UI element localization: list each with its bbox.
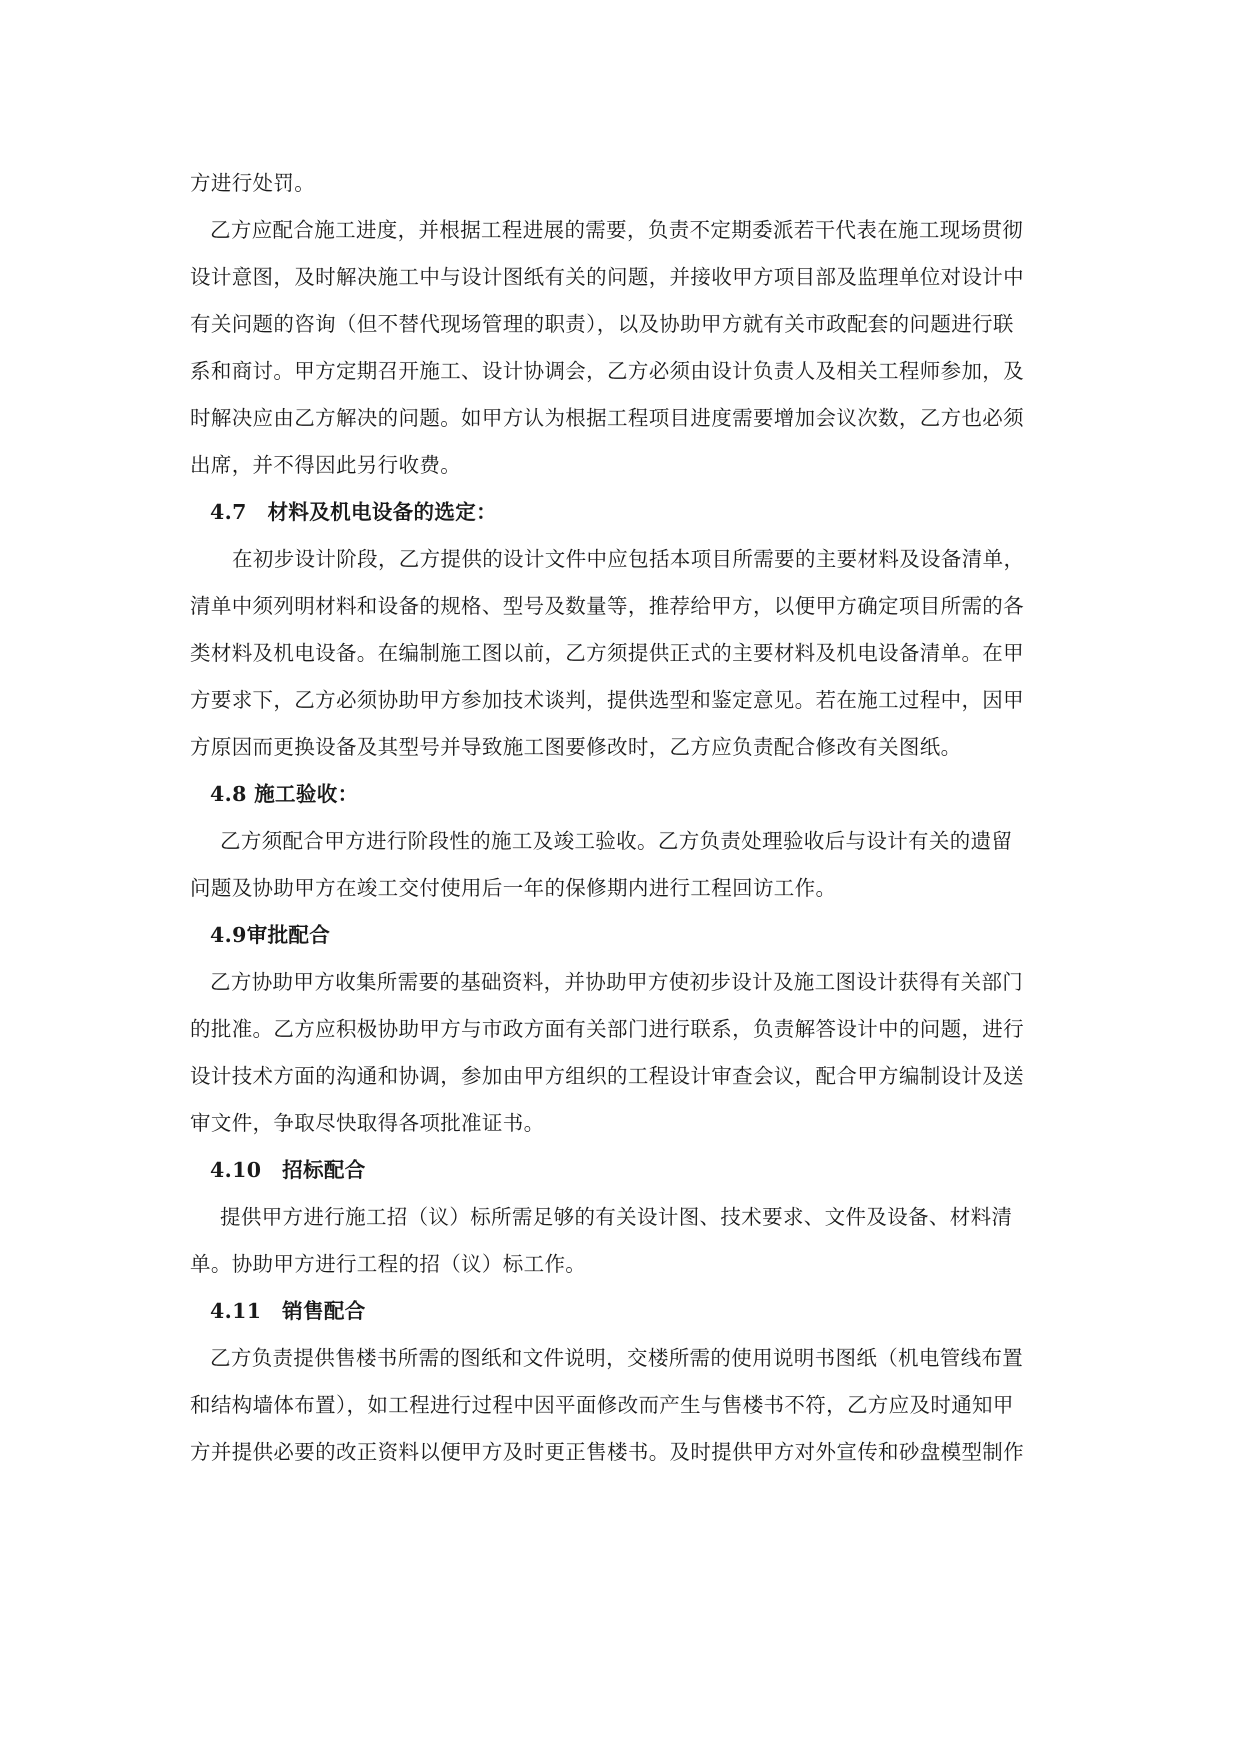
body-text-line: 方原因而更换设备及其型号并导致施工图要修改时，乙方应负责配合修改有关图纸。: [190, 735, 962, 759]
body-text-line: 设计意图，及时解决施工中与设计图纸有关的问题，并接收甲方项目部及监理单位对设计中: [190, 265, 1024, 289]
body-text-line: 提供甲方进行施工招（议）标所需足够的有关设计图、技术要求、文件及设备、材料清: [220, 1205, 1013, 1229]
body-text-line: 乙方应配合施工进度，并根据工程进展的需要，负责不定期委派若干代表在施工现场贯彻: [210, 218, 1024, 242]
body-text-line: 有关问题的咨询（但不替代现场管理的职责），以及协助甲方就有关市政配套的问题进行联: [190, 312, 1014, 336]
section-heading: 4.10 招标配合: [210, 1158, 366, 1182]
body-text-line: 乙方协助甲方收集所需要的基础资料，并协助甲方使初步设计及施工图设计获得有关部门: [210, 970, 1024, 994]
body-text-line: 设计技术方面的沟通和协调，参加由甲方组织的工程设计审查会议，配合甲方编制设计及送: [190, 1064, 1024, 1088]
section-heading: 4.8 施工验收：: [210, 782, 359, 806]
document-page: [190, 160, 1052, 1476]
body-text-line: 的批准。乙方应积极协助甲方与市政方面有关部门进行联系，负责解答设计中的问题，进行: [190, 1017, 1024, 1041]
body-text-line: 方进行处罚。: [190, 171, 316, 195]
body-text-line: 问题及协助甲方在竣工交付使用后一年的保修期内进行工程回访工作。: [190, 876, 837, 900]
section-heading: 4.9审批配合: [210, 923, 331, 947]
body-text-line: 出席，并不得因此另行收费。: [190, 453, 462, 477]
section-heading: 4.7 材料及机电设备的选定：: [210, 500, 497, 524]
body-text-line: 乙方须配合甲方进行阶段性的施工及竣工验收。乙方负责处理验收后与设计有关的遗留: [220, 829, 1013, 853]
body-text-line: 和结构墙体布置），如工程进行过程中因平面修改而产生与售楼书不符，乙方应及时通知甲: [190, 1393, 1014, 1417]
body-text-line: 方要求下，乙方必须协助甲方参加技术谈判，提供选型和鉴定意见。若在施工过程中，因甲: [190, 688, 1024, 712]
body-text-line: 单。协助甲方进行工程的招（议）标工作。: [190, 1252, 587, 1276]
body-text-line: 乙方负责提供售楼书所需的图纸和文件说明，交楼所需的使用说明书图纸（机电管线布置: [210, 1346, 1024, 1370]
body-text-line: 时解决应由乙方解决的问题。如甲方认为根据工程项目进度需要增加会议次数，乙方也必须: [190, 406, 1024, 430]
body-text-line: 系和商讨。甲方定期召开施工、设计协调会，乙方必须由设计负责人及相关工程师参加，及: [190, 359, 1024, 383]
body-text-line: 在初步设计阶段，乙方提供的设计文件中应包括本项目所需要的主要材料及设备清单，: [232, 547, 1025, 571]
body-text-line: 方并提供必要的改正资料以便甲方及时更正售楼书。及时提供甲方对外宣传和砂盘模型制作: [190, 1440, 1024, 1464]
body-text-line: 清单中须列明材料和设备的规格、型号及数量等，推荐给甲方，以便甲方确定项目所需的各: [190, 594, 1024, 618]
section-heading: 4.11 销售配合: [210, 1299, 366, 1323]
body-text-line: 类材料及机电设备。在编制施工图以前，乙方须提供正式的主要材料及机电设备清单。在甲: [190, 641, 1024, 665]
body-text-line: 审文件，争取尽快取得各项批准证书。: [190, 1111, 545, 1135]
